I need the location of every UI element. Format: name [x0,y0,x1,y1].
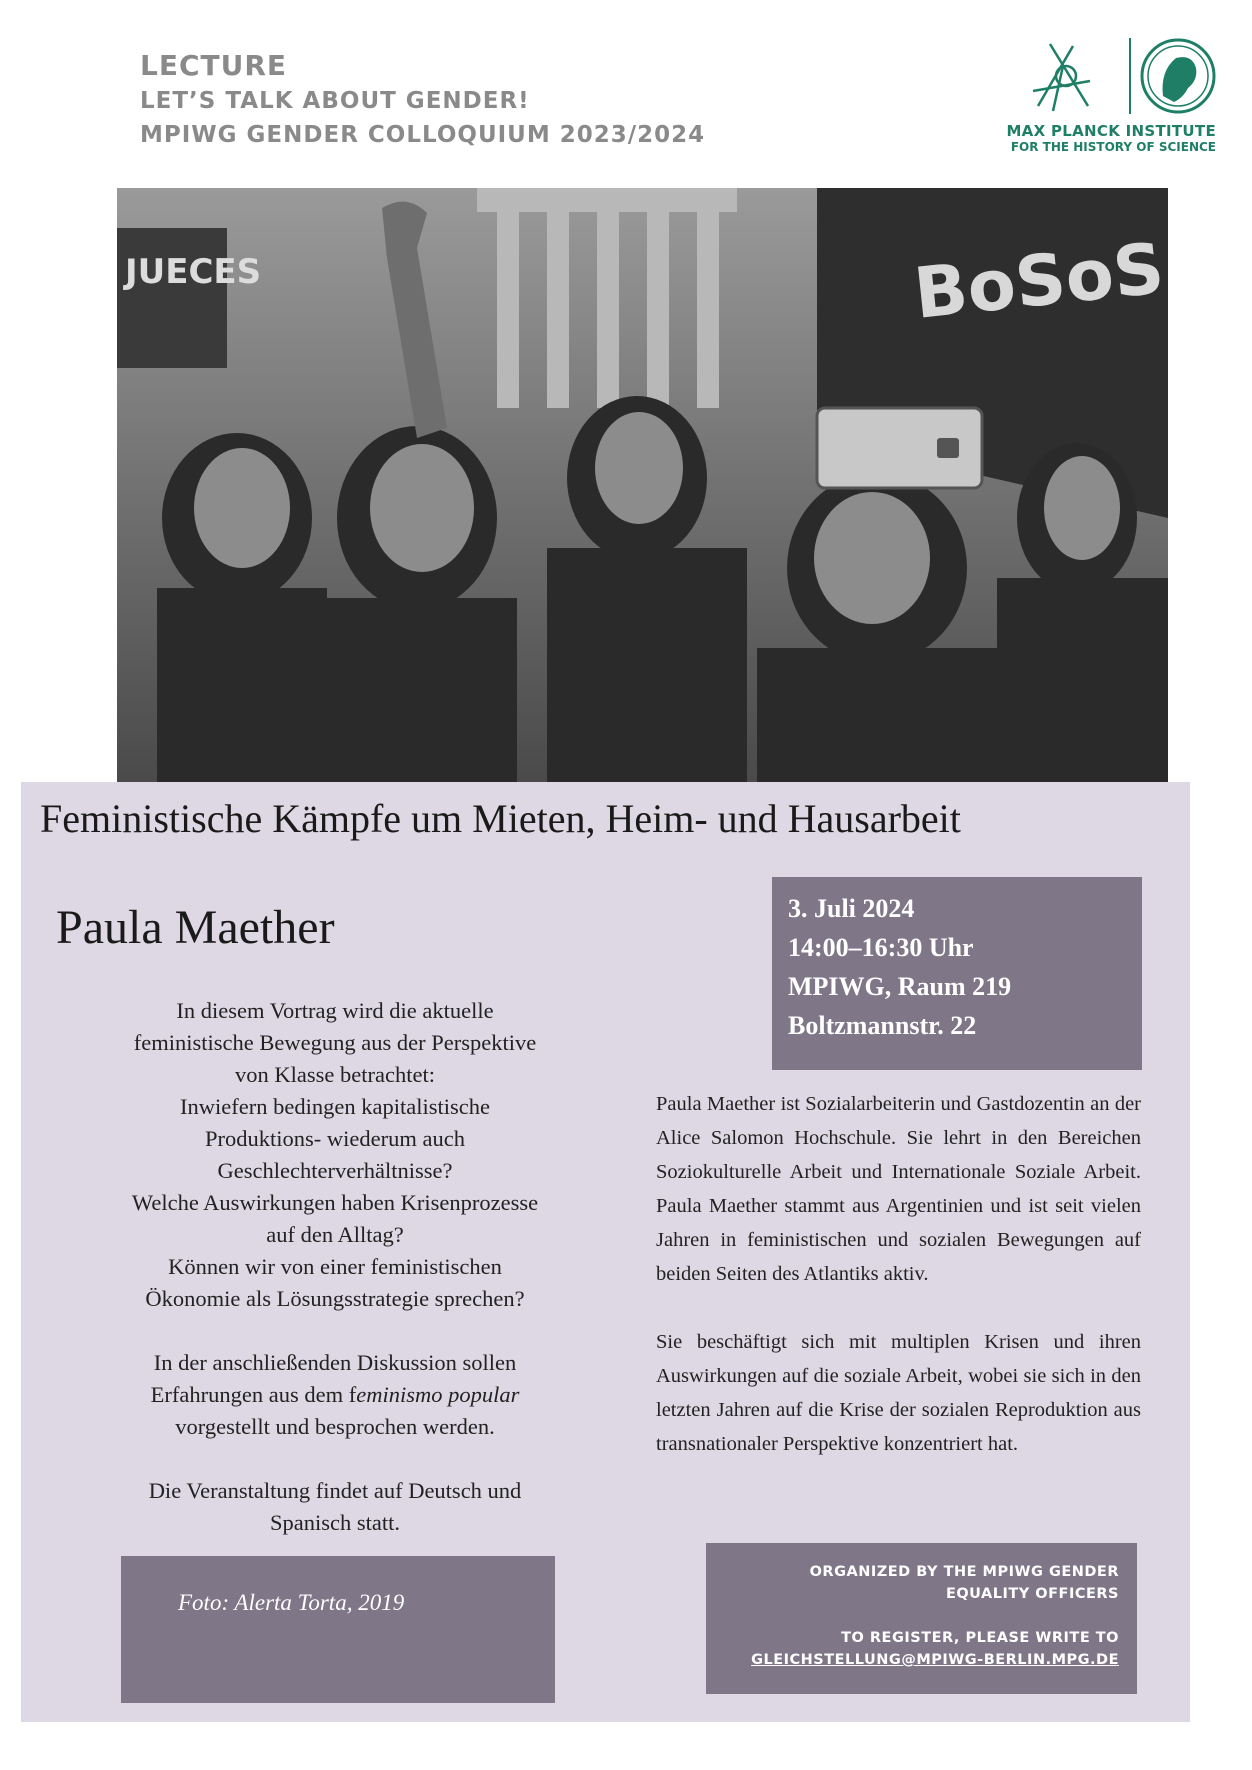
event-date: 3. Juli 2024 [788,894,915,923]
event-address: Boltzmannstr. 22 [788,1011,977,1040]
protest-photo [117,188,1168,782]
minerva-icon [978,36,1226,122]
event-time: 14:00–16:30 Uhr [788,933,974,962]
discussion-line: In der anschließenden Diskussion sollen [153,1350,517,1375]
feminismo-popular: eminismo popular [356,1382,520,1407]
event-details-box [772,877,1142,1070]
register-line: TO REGISTER, PLEASE WRITE TO [841,1630,1119,1646]
language-line: Spanisch statt. [270,1510,400,1535]
abstract-line: Geschlechterverhältnisse? [217,1158,453,1183]
abstract-line: Inwiefern bedingen kapitalistische [180,1094,490,1119]
photo-caption: Foto: Alerta Torta, 2019 [178,1590,405,1615]
logo-name: MAX PLANCK INSTITUTE [1006,122,1216,140]
banner-text-left: JUECES [125,252,262,292]
speaker-name: Paula Maether [56,901,335,954]
abstract-line: Welche Auswirkungen haben Krisenprozesse [131,1190,539,1215]
email-link[interactable]: GLEICHSTELLUNG@MPIWG-BERLIN.MPG.DE [751,1652,1119,1668]
bio-paragraph-2: Sie beschäftigt sich mit multiplen Krisen und ihren Auswirkungen auf die soziale Arbeit, wobei sie sich in den letzten Jahren auf die Krise der sozialen Reproduktion aus transnationaler Perspektive konzentriert hat. [656,1331,1141,1455]
abstract-line: In diesem Vortrag wird die aktuelle [176,998,494,1023]
organizer-line: EQUALITY OFFICERS [945,1586,1119,1602]
bio-paragraph-1: Paula Maether ist Sozialarbeiterin und Gastdozentin an der Alice Salomon Hochschule. Sie lehrt in den Bereichen Soziokulturelle Arbeit und Internationale Soziale Arbeit. Paula Maether stammt aus Argentinien und ist seit vielen Jahren in feministischen und sozialen Bewegungen auf beiden Seiten des Atlantiks aktiv. [656,1093,1141,1285]
discussion-line [80,1379,590,1411]
abstract-line: von Klasse betrachtet: [235,1062,435,1087]
event-title: Feministische Kämpfe um Mieten, Heim- und Hausarbeit [40,796,961,841]
event-photo [117,188,1168,782]
banner-text-right: BoSoS [910,227,1168,335]
organizer-line: ORGANIZED BY THE MPIWG GENDER [809,1564,1119,1580]
caption-box [121,1556,555,1703]
discussion-text: Erfahrungen aus dem f [150,1382,357,1407]
event-room: MPIWG, Raum 219 [788,972,1012,1001]
speaker-bio [656,1087,1141,1495]
series-title: LET’S TALK ABOUT GENDER! [140,88,530,114]
abstract-line: Können wir von einer feministischen [168,1254,502,1279]
abstract [80,995,590,1539]
abstract-line: auf den Alltag? [266,1222,404,1247]
logo-subtitle: FOR THE HISTORY OF SCIENCE [1010,140,1216,154]
abstract-line: Ökonomie als Lösungsstrategie sprechen? [145,1286,525,1311]
discussion-line: vorgestellt und besprochen werden. [175,1414,495,1439]
language-line: Die Veranstaltung findet auf Deutsch und [148,1478,522,1503]
abstract-line: Produktions- wiederum auch [205,1126,465,1151]
mpi-logo [978,36,1226,156]
abstract-line: feministische Bewegung aus der Perspektive [133,1030,537,1055]
lecture-label: LECTURE [140,49,288,82]
header [140,48,705,152]
colloquium-title: MPIWG GENDER COLLOQUIUM 2023/2024 [140,122,706,148]
organizer-box [706,1543,1137,1694]
